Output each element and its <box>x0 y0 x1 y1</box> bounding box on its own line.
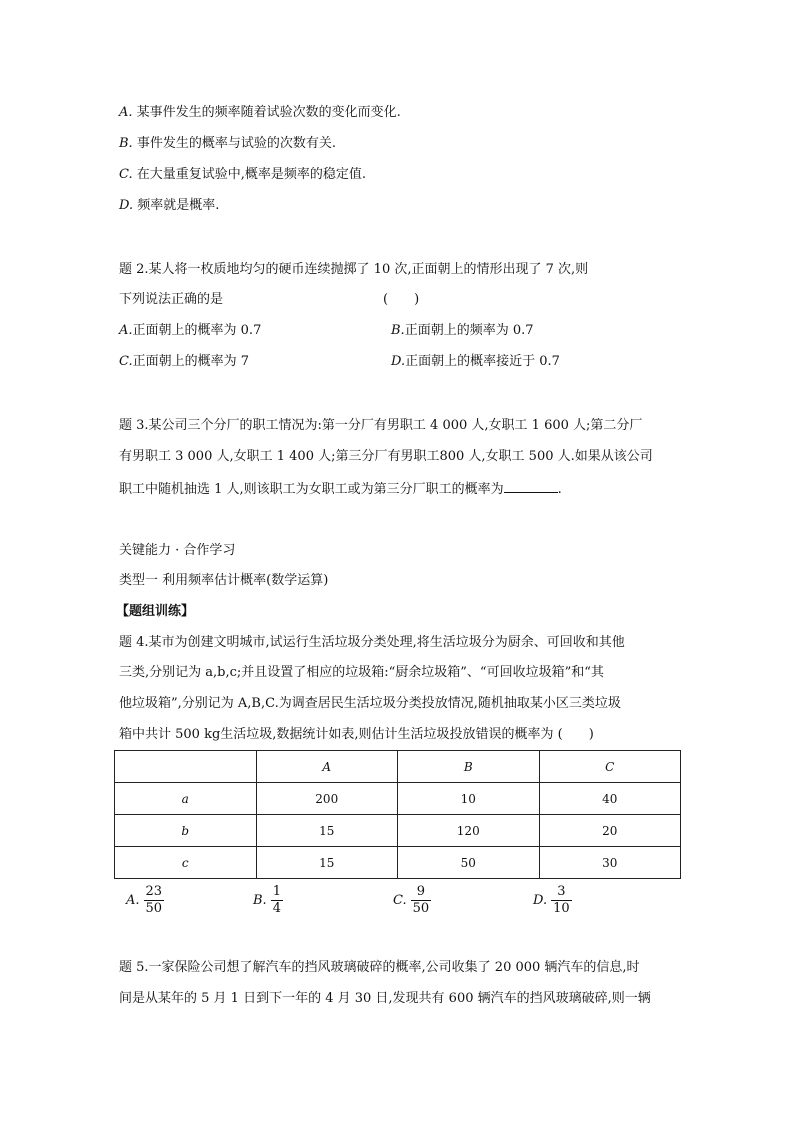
table-cell: 50 <box>398 847 540 879</box>
option-text: 在大量重复试验中,概率是频率的稳定值. <box>136 167 367 182</box>
type-title: 类型一 利用频率估计概率(数学运算) <box>119 573 329 588</box>
group-label: 【题组训练】 <box>116 604 195 619</box>
q4-option-a <box>126 880 164 920</box>
q2-option-b <box>391 322 534 340</box>
q2-option-c <box>119 353 249 371</box>
option-text: 频率就是概率. <box>137 198 220 213</box>
q2-option-a <box>119 322 261 340</box>
table-header-cell: B <box>398 751 540 783</box>
option-letter: B. <box>253 892 267 908</box>
q3-end: . <box>557 482 562 497</box>
q2-answer-parentheses: ( ) <box>383 292 420 307</box>
table-cell: 30 <box>539 847 681 879</box>
option-text: 事件发生的概率与试验的次数有关. <box>136 136 336 151</box>
denominator: 10 <box>553 900 570 916</box>
table-header-row <box>115 751 681 783</box>
q1-option-c <box>119 166 366 184</box>
option-letter: B. <box>119 136 133 151</box>
option-text: 正面朝上的概率接近于 0.7 <box>405 354 560 369</box>
option-text: 正面朝上的概率为 7 <box>132 354 250 369</box>
table-header-cell <box>115 751 257 783</box>
q4-option-b <box>253 880 283 920</box>
q3-line-2: 有男职工 3 000 人,女职工 1 400 人;第三分厂有男职工800 人,女职工 500 人.如果从该公司 <box>119 449 653 464</box>
q1-option-d <box>119 197 219 215</box>
numerator: 9 <box>416 883 426 899</box>
option-letter: A. <box>119 105 133 120</box>
table-cell: a <box>115 783 257 815</box>
option-text: 某事件发生的频率随着试验次数的变化而变化. <box>136 105 401 120</box>
option-letter: D. <box>391 354 406 369</box>
table-header-cell: A <box>256 751 398 783</box>
fraction <box>271 884 283 917</box>
q2-stem-line-1: 题 2.某人将一枚质地均匀的硬币连续抛掷了 10 次,正面朝上的情形出现了 7 次,则 <box>119 262 589 277</box>
table-header-cell: C <box>539 751 681 783</box>
q5-line-2: 间是从某年的 5 月 1 日到下一年的 4 月 30 日,发现共有 600 辆汽车的挡风玻璃破碎,则一辆 <box>119 991 651 1006</box>
q3-line-1: 题 3.某公司三个分厂的职工情况为:第一分厂有男职工 4 000 人,女职工 1 600 人;第二分厂 <box>119 418 643 433</box>
section-title: 关键能力 · 合作学习 <box>119 543 236 558</box>
q4-option-d <box>533 880 572 920</box>
table-row <box>115 783 681 815</box>
numerator: 3 <box>557 883 566 899</box>
fraction <box>411 884 432 917</box>
q2-stem-line-2: 下列说法正确的是 <box>119 292 224 307</box>
q4-line-3: 他垃圾箱”,分别记为 A,B,C.为调查居民生活垃圾分类投放情况,随机抽取某小区三类垃圾 <box>119 696 621 711</box>
q2-option-d <box>391 353 560 371</box>
table-row <box>115 847 681 879</box>
option-letter: A. <box>119 323 133 338</box>
table-cell: 15 <box>256 847 398 879</box>
table-cell: 15 <box>256 815 398 847</box>
option-text: 正面朝上的概率为 0.7 <box>132 323 262 338</box>
numerator: 23 <box>145 883 163 899</box>
q4-option-c <box>393 880 431 920</box>
table-cell: 200 <box>256 783 398 815</box>
option-letter: B. <box>391 323 405 338</box>
q5-line-1: 题 5.一家保险公司想了解汽车的挡风玻璃破碎的概率,公司收集了 20 000 辆汽车的信息,时 <box>119 960 640 975</box>
option-text: 正面朝上的频率为 0.7 <box>404 323 534 338</box>
option-letter: C. <box>119 167 133 182</box>
table-row <box>115 815 681 847</box>
fraction <box>551 884 572 917</box>
option-letter: D. <box>119 198 134 213</box>
option-letter: A. <box>126 892 140 908</box>
table-cell: b <box>115 815 257 847</box>
q3-line-3-text: 职工中随机抽选 1 人,则该职工为女职工或为第三分厂职工的概率为 <box>119 482 504 497</box>
table-cell: 40 <box>539 783 681 815</box>
q1-option-a <box>119 104 401 122</box>
q1-option-b <box>119 135 336 153</box>
option-letter: C. <box>393 892 407 908</box>
q4-data-table <box>114 750 681 879</box>
table-cell: 120 <box>398 815 540 847</box>
q4-line-4: 箱中共计 500 kg生活垃圾,数据统计如表,则估计生活垃圾投放错误的概率为 ( ) <box>119 727 594 742</box>
numerator: 1 <box>272 883 281 899</box>
answer-blank <box>504 479 558 493</box>
denominator: 50 <box>412 900 430 916</box>
q4-line-2: 三类,分别记为 a,b,c;并且设置了相应的垃圾箱:“厨余垃圾箱”、“可回收垃圾箱”和“其 <box>119 665 604 680</box>
table-cell: 10 <box>398 783 540 815</box>
q3-line-3 <box>119 479 562 499</box>
denominator: 50 <box>145 900 163 916</box>
fraction <box>144 884 165 917</box>
option-letter: D. <box>533 892 548 908</box>
denominator: 4 <box>272 900 281 916</box>
q4-line-1: 题 4.某市为创建文明城市,试运行生活垃圾分类处理,将生活垃圾分为厨余、可回收和其他 <box>119 635 625 650</box>
table-cell: 20 <box>539 815 681 847</box>
table-cell: c <box>115 847 257 879</box>
option-letter: C. <box>119 354 133 369</box>
